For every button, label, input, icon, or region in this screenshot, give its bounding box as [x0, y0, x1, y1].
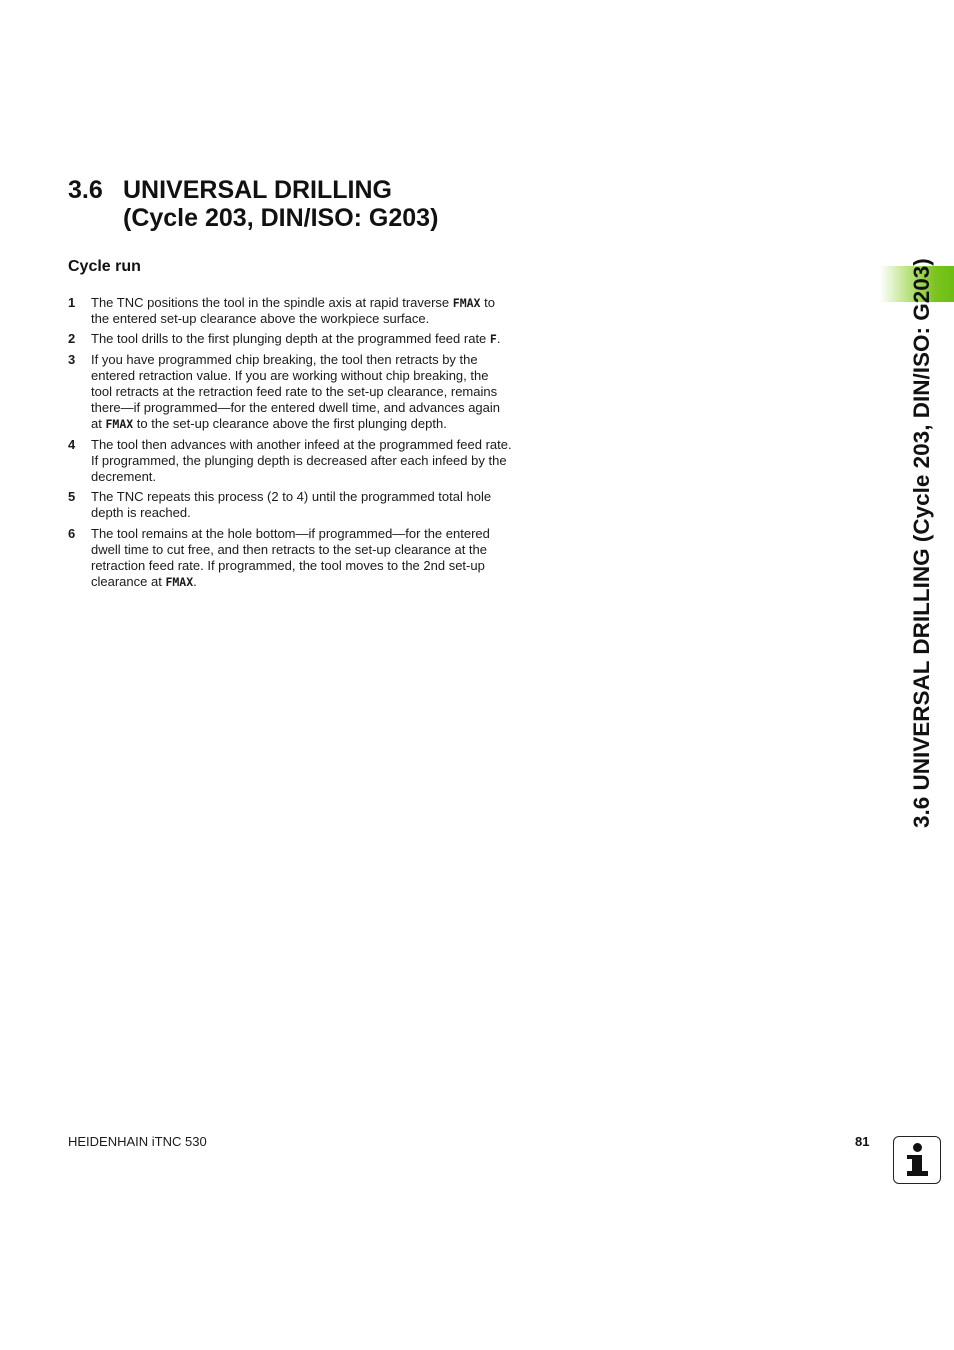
- page-number: 81: [855, 1134, 870, 1149]
- step-text: to the entered set-up clearance above the workpiece surface.: [91, 295, 495, 327]
- step-number: 3: [68, 351, 76, 367]
- step-item: [68, 331, 513, 347]
- info-icon-dot: [913, 1143, 922, 1152]
- section-title: [68, 176, 438, 232]
- step-text: to the set-up clearance above the first plunging depth.: [133, 416, 447, 432]
- subheading-cycle-run: Cycle run: [68, 258, 141, 275]
- footer-product-name: HEIDENHAIN iTNC 530: [68, 1134, 207, 1149]
- step-item: [68, 352, 513, 433]
- step-text: .: [496, 331, 501, 347]
- step-number: 6: [68, 525, 76, 541]
- step-text: .: [193, 574, 197, 590]
- step-item: [68, 526, 513, 591]
- step-number: 5: [68, 489, 76, 505]
- step-number: 1: [68, 295, 76, 310]
- step-text: The TNC repeats this process (2 to 4) until the programmed total hole depth is reached.: [91, 489, 492, 521]
- step-text: If you have programmed chip breaking, the tool then retracts by the entered retraction value. If you are working without chip breaking, the tool retracts at the retraction feed rate to the set-up clearance, remains there—if programmed—for the entered dwell time, and advances again at: [91, 351, 500, 432]
- step-code: FMAX: [165, 575, 194, 590]
- step-text: The tool remains at the hole bottom—if programmed—for the entered dwell time to cut free, and then retracts to the set-up clearance at the retraction feed rate. If programmed, the tool moves to the 2nd set-up clearance at: [91, 525, 490, 590]
- step-code: FMAX: [105, 417, 134, 432]
- info-icon-base: [907, 1171, 928, 1176]
- step-text: The tool drills to the first plunging depth at the programmed feed rate: [91, 331, 490, 347]
- section-title-line1: UNIVERSAL DRILLING: [123, 176, 392, 204]
- section-title-line2: (Cycle 203, DIN/ISO: G203): [123, 204, 439, 232]
- step-number: 2: [68, 331, 76, 347]
- step-item: [68, 489, 513, 521]
- step-text: The tool then advances with another infeed at the programmed feed rate. If programmed, the plunging depth is decreased after each infeed by the decrement.: [91, 436, 512, 485]
- step-item: [68, 295, 513, 327]
- step-text: The TNC positions the tool in the spindle axis at rapid traverse: [91, 295, 453, 310]
- section-number: 3.6: [68, 176, 103, 204]
- step-number: 4: [68, 436, 76, 452]
- step-code: FMAX: [452, 296, 481, 310]
- step-code: F: [489, 332, 497, 347]
- info-icon: [893, 1136, 941, 1184]
- step-item: [68, 437, 513, 486]
- cycle-steps-list: [68, 295, 513, 594]
- side-chapter-title: 3.6 UNIVERSAL DRILLING (Cycle 203, DIN/ISO: G203): [909, 258, 934, 828]
